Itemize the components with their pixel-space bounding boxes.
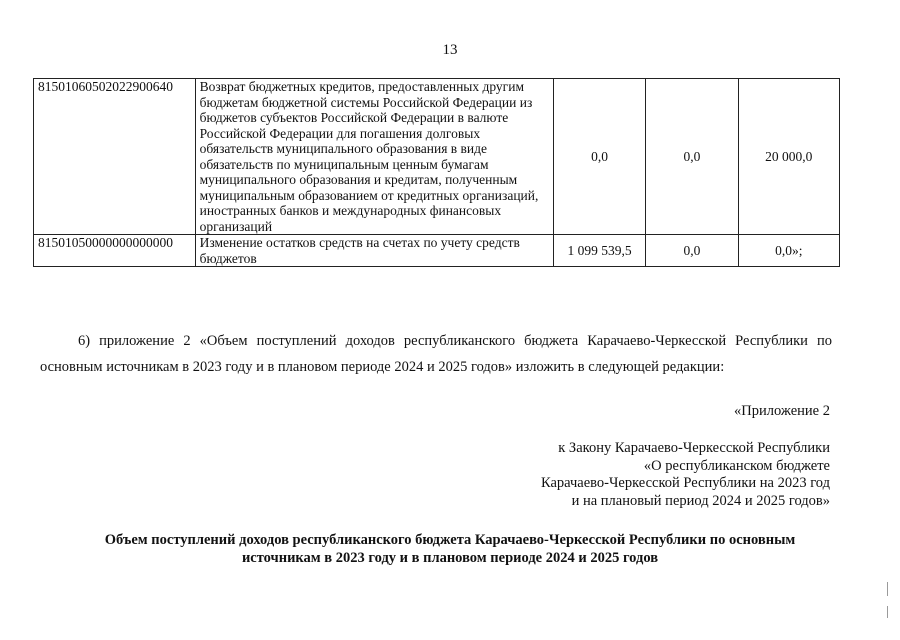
budget-table: [33, 78, 840, 267]
appendix-heading: [60, 532, 840, 567]
law-reference-line: к Закону Карачаево-Черкесской Республики: [558, 440, 830, 456]
amendment-paragraph: 6) приложение 2 «Объем поступлений доходов республиканского бюджета Карачаево-Черкесской Республики по основным источникам в 2023 году и в плановом периоде 2024 и 2025 годов» изложить в следующей редакции:: [40, 333, 832, 375]
law-reference-line: «О республиканском бюджете: [643, 457, 830, 474]
heading-line: источникам в 2023 году и в плановом периоде 2024 и 2025 годов: [241, 549, 659, 566]
description-cell: Возврат бюджетных кредитов, предоставленных другим бюджетам бюджетной системы Российской Федерации из бюджетов субъектов Российской Федерации в валюте Российской Федерации для погашения долговых обязательств муниципального образования в виде обязательств по муниципальным ценным бумагам муниципального образования и кредитам, полученным муниципальным образованием от кредитных организаций, иностранных банков и международных финансовых организаций: [195, 79, 553, 235]
scan-artifact: [887, 582, 888, 596]
law-reference-line: и на плановый период 2024 и 2025 годов»: [571, 492, 830, 509]
heading-line: Объем поступлений доходов республиканского бюджета Карачаево-Черкесской Республики по основным: [104, 532, 796, 548]
appendix-label: «Приложение 2: [734, 403, 830, 419]
value-2025-cell: 20 000,0: [738, 79, 839, 235]
value-2023-cell: 1 099 539,5: [553, 235, 645, 267]
law-reference: [541, 440, 830, 510]
table-row: [34, 235, 840, 267]
value-2024-cell: 0,0: [646, 79, 738, 235]
scan-artifact: [887, 606, 888, 618]
budget-code-cell: 81501060502022900640: [34, 79, 196, 235]
page-number: 13: [442, 42, 458, 58]
value-2025-cell: 0,0»;: [738, 235, 839, 267]
value-2023-cell: 0,0: [553, 79, 645, 235]
budget-code-cell: 81501050000000000000: [34, 235, 196, 267]
table-row: [34, 79, 840, 235]
value-2024-cell: 0,0: [646, 235, 738, 267]
description-cell: Изменение остатков средств на счетах по учету средств бюджетов: [195, 235, 553, 267]
law-reference-line: Карачаево-Черкесской Республики на 2023 год: [540, 475, 830, 491]
